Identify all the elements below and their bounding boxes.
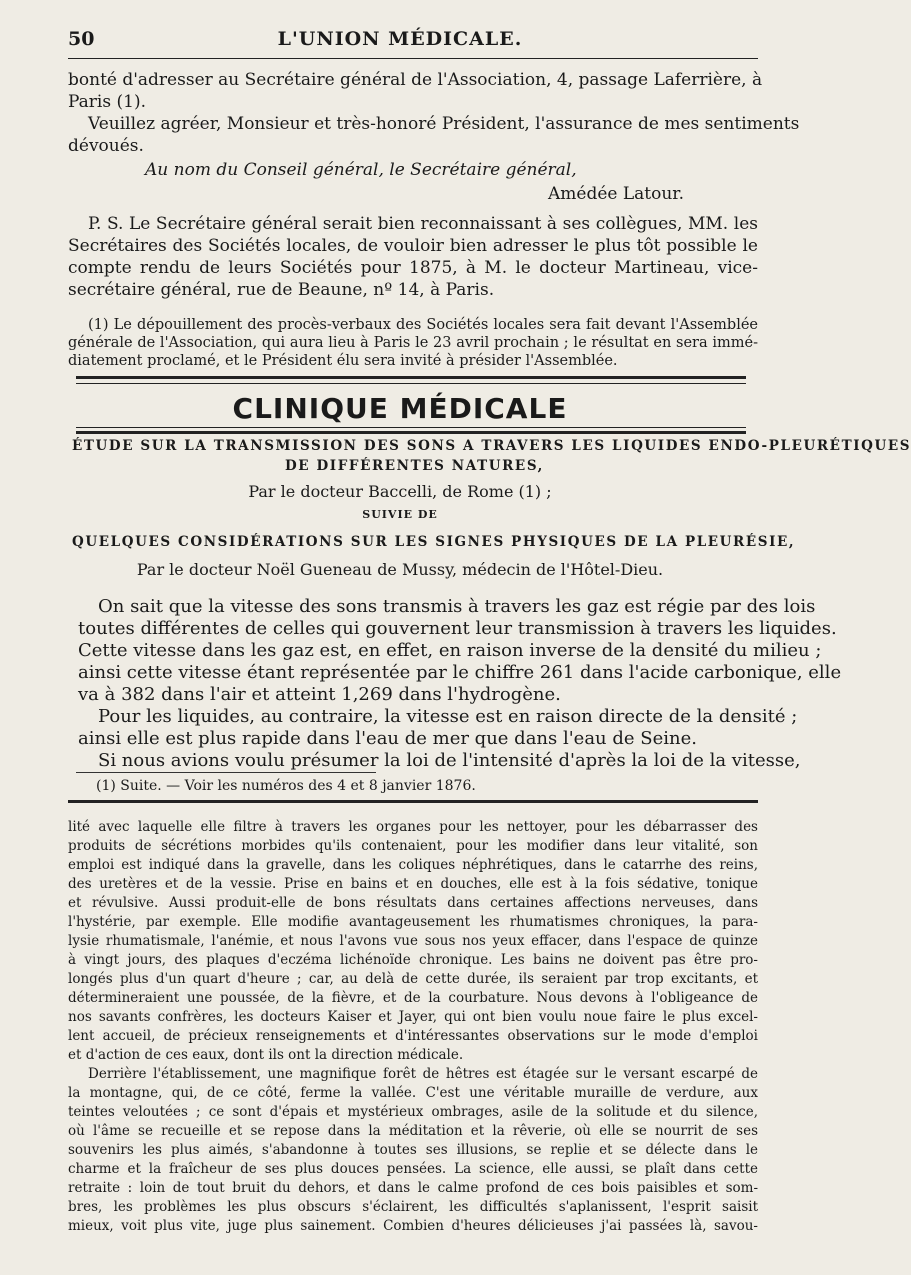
article-subtitle: DE DIFFÉRENTES NATURES, bbox=[285, 458, 544, 474]
section-rule bbox=[76, 383, 746, 384]
feuilleton-rule bbox=[68, 800, 758, 803]
section-rule bbox=[76, 376, 746, 379]
ps-line: P. S. Le Secrétaire général serait bien reconnaissant à ses collègues, MM. les bbox=[88, 214, 758, 234]
feuilleton-line: lité avec laquelle elle filtre à travers les organes pour les nettoyer, pour les débarrasser des bbox=[68, 819, 758, 835]
feuilleton-line: et d'action de ces eaux, dont ils ont la direction médicale. bbox=[68, 1047, 464, 1063]
feuilleton-line: des uretères et de la vessie. Prise en bains et en douches, elle est à la fois sédative, tonique bbox=[68, 876, 758, 892]
article-footnote: (1) Suite. — Voir les numéros des 4 et 8 janvier 1876. bbox=[96, 778, 476, 794]
article-subtitle: QUELQUES CONSIDÉRATIONS SUR LES SIGNES PHYSIQUES DE LA PLEURÉSIE, bbox=[72, 534, 796, 550]
feuilleton-line: charme et la fraîcheur de ses plus douces pensées. La science, elle aussi, se plaît dans cette bbox=[68, 1161, 758, 1177]
feuilleton-line: emploi est indiqué dans la gravelle, dans les coliques néphrétiques, dans le catarrhe des reins, bbox=[68, 857, 758, 873]
feuilleton-line: bres, les problèmes les plus obscurs s'éclairent, les difficultés s'aplanissent, l'esprit saisit bbox=[68, 1199, 758, 1215]
feuilleton-line: teintes veloutées ; ce sont d'épais et mystérieux ombrages, asile de la solitude et du silence, bbox=[68, 1104, 758, 1120]
letter-line: bonté d'adresser au Secrétaire général de l'Association, 4, passage Laferrière, à bbox=[68, 70, 763, 90]
section-rule bbox=[76, 427, 746, 428]
article-line: Pour les liquides, au contraire, la vitesse est en raison directe de la densité ; bbox=[98, 706, 798, 727]
article-line: toutes différentes de celles qui gouvernent leur transmission à travers les liquides. bbox=[78, 618, 837, 639]
article-line: ainsi elle est plus rapide dans l'eau de mer que dans l'eau de Seine. bbox=[78, 728, 697, 749]
letter-footnote: générale de l'Association, qui aura lieu à Paris le 23 avril prochain ; le résultat en sera immé- bbox=[68, 335, 758, 351]
footnote-rule bbox=[76, 772, 376, 773]
feuilleton-line: produits de sécrétions morbides qu'ils contenaient, pour les modifier dans leur vitalité, son bbox=[68, 838, 758, 854]
feuilleton-line: détermineraient une poussée, de la fièvre, et de la courbature. Nous devons à l'obligeance de bbox=[68, 990, 758, 1006]
ps-line: compte rendu de leurs Sociétés pour 1875, à M. le docteur Martineau, vice- bbox=[68, 258, 758, 278]
feuilleton-line: la montagne, qui, de ce côté, ferme la vallée. C'est une véritable muraille de verdure, aux bbox=[68, 1085, 758, 1101]
letter-line: Veuillez agréer, Monsieur et très-honoré Président, l'assurance de mes sentiments bbox=[88, 114, 800, 134]
ps-line: secrétaire général, rue de Beaune, nº 14, à Paris. bbox=[68, 280, 495, 300]
feuilleton-line: où l'âme se recueille et se repose dans la méditation et la rêverie, où elle se nourrit de ses bbox=[68, 1123, 758, 1139]
article-line: Cette vitesse dans les gaz est, en effet, en raison inverse de la densité du milieu ; bbox=[78, 640, 822, 661]
feuilleton-line: nos savants confrères, les docteurs Kaiser et Jayer, qui ont bien voulu noue faire le plus excel- bbox=[68, 1009, 758, 1025]
article-followed-by: SUIVIE DE bbox=[362, 508, 438, 521]
article-line: va à 382 dans l'air et atteint 1,269 dans l'hydrogène. bbox=[78, 684, 561, 705]
feuilleton-line: et révulsive. Aussi produit-elle de bons résultats dans certaines affections nerveuses, dans bbox=[68, 895, 758, 911]
article-author: Par le docteur Noël Gueneau de Mussy, médecin de l'Hôtel-Dieu. bbox=[136, 560, 664, 579]
letter-footnote: diatement proclamé, et le Président élu sera invité à présider l'Assemblée. bbox=[68, 353, 618, 369]
article-line: ainsi cette vitesse étant représentée par le chiffre 261 dans l'acide carbonique, elle bbox=[78, 662, 842, 683]
feuilleton-line: mieux, voit plus vite, juge plus sainement. Combien d'heures délicieuses j'ai passées là, savou- bbox=[68, 1218, 758, 1234]
feuilleton-line: souvenirs les plus aimés, s'abandonne à toutes ses illusions, se replie et se délecte dans le bbox=[68, 1142, 758, 1158]
article-author: Par le docteur Baccelli, de Rome (1) ; bbox=[248, 482, 552, 501]
signature-name: Amédée Latour. bbox=[548, 184, 684, 204]
header-rule bbox=[68, 58, 758, 59]
article-subtitle: ÉTUDE SUR LA TRANSMISSION DES SONS A TRAVERS LES LIQUIDES ENDO-PLEURÉTIQUES bbox=[72, 438, 911, 454]
letter-footnote: (1) Le dépouillement des procès-verbaux des Sociétés locales sera fait devant l'Assemblée bbox=[88, 317, 758, 333]
feuilleton-line: à vingt jours, des plaques d'eczéma lichénoïde chronique. Les bains ne doivent pas être pro- bbox=[68, 952, 758, 968]
section-title: CLINIQUE MÉDICALE bbox=[232, 392, 568, 425]
page-number: 50 bbox=[68, 28, 95, 50]
feuilleton-line: lent accueil, de précieux renseignements et d'intéressantes observations sur le mode d'emploi bbox=[68, 1028, 758, 1044]
ps-line: Secrétaires des Sociétés locales, de vouloir bien adresser le plus tôt possible le bbox=[68, 236, 758, 256]
article-line: On sait que la vitesse des sons transmis à travers les gaz est régie par des lois bbox=[98, 596, 816, 617]
feuilleton-line: Derrière l'établissement, une magnifique forêt de hêtres est étagée sur le versant escarpé de bbox=[88, 1066, 758, 1082]
feuilleton-line: longés plus d'un quart d'heure ; car, au delà de cette durée, ils seraient par trop excitants, et bbox=[68, 971, 758, 987]
letter-line: dévoués. bbox=[68, 136, 144, 156]
feuilleton-line: lysie rhumatismale, l'anémie, et nous l'avons vue sous nos yeux effacer, dans l'espace de quinze bbox=[68, 933, 758, 949]
feuilleton-line: l'hystérie, par exemple. Elle modifie avantageusement les rhumatismes chroniques, la para- bbox=[68, 914, 758, 930]
letter-line: Paris (1). bbox=[68, 92, 146, 112]
journal-title: L'UNION MÉDICALE. bbox=[277, 28, 523, 50]
article-line: Si nous avions voulu présumer la loi de l'intensité d'après la loi de la vitesse, bbox=[98, 750, 801, 771]
signature-intro: Au nom du Conseil général, le Secrétaire général, bbox=[145, 160, 577, 180]
section-rule bbox=[76, 431, 746, 434]
feuilleton-line: retraite : loin de tout bruit du dehors, et dans le calme profond de ces bois paisibles et som- bbox=[68, 1180, 758, 1196]
